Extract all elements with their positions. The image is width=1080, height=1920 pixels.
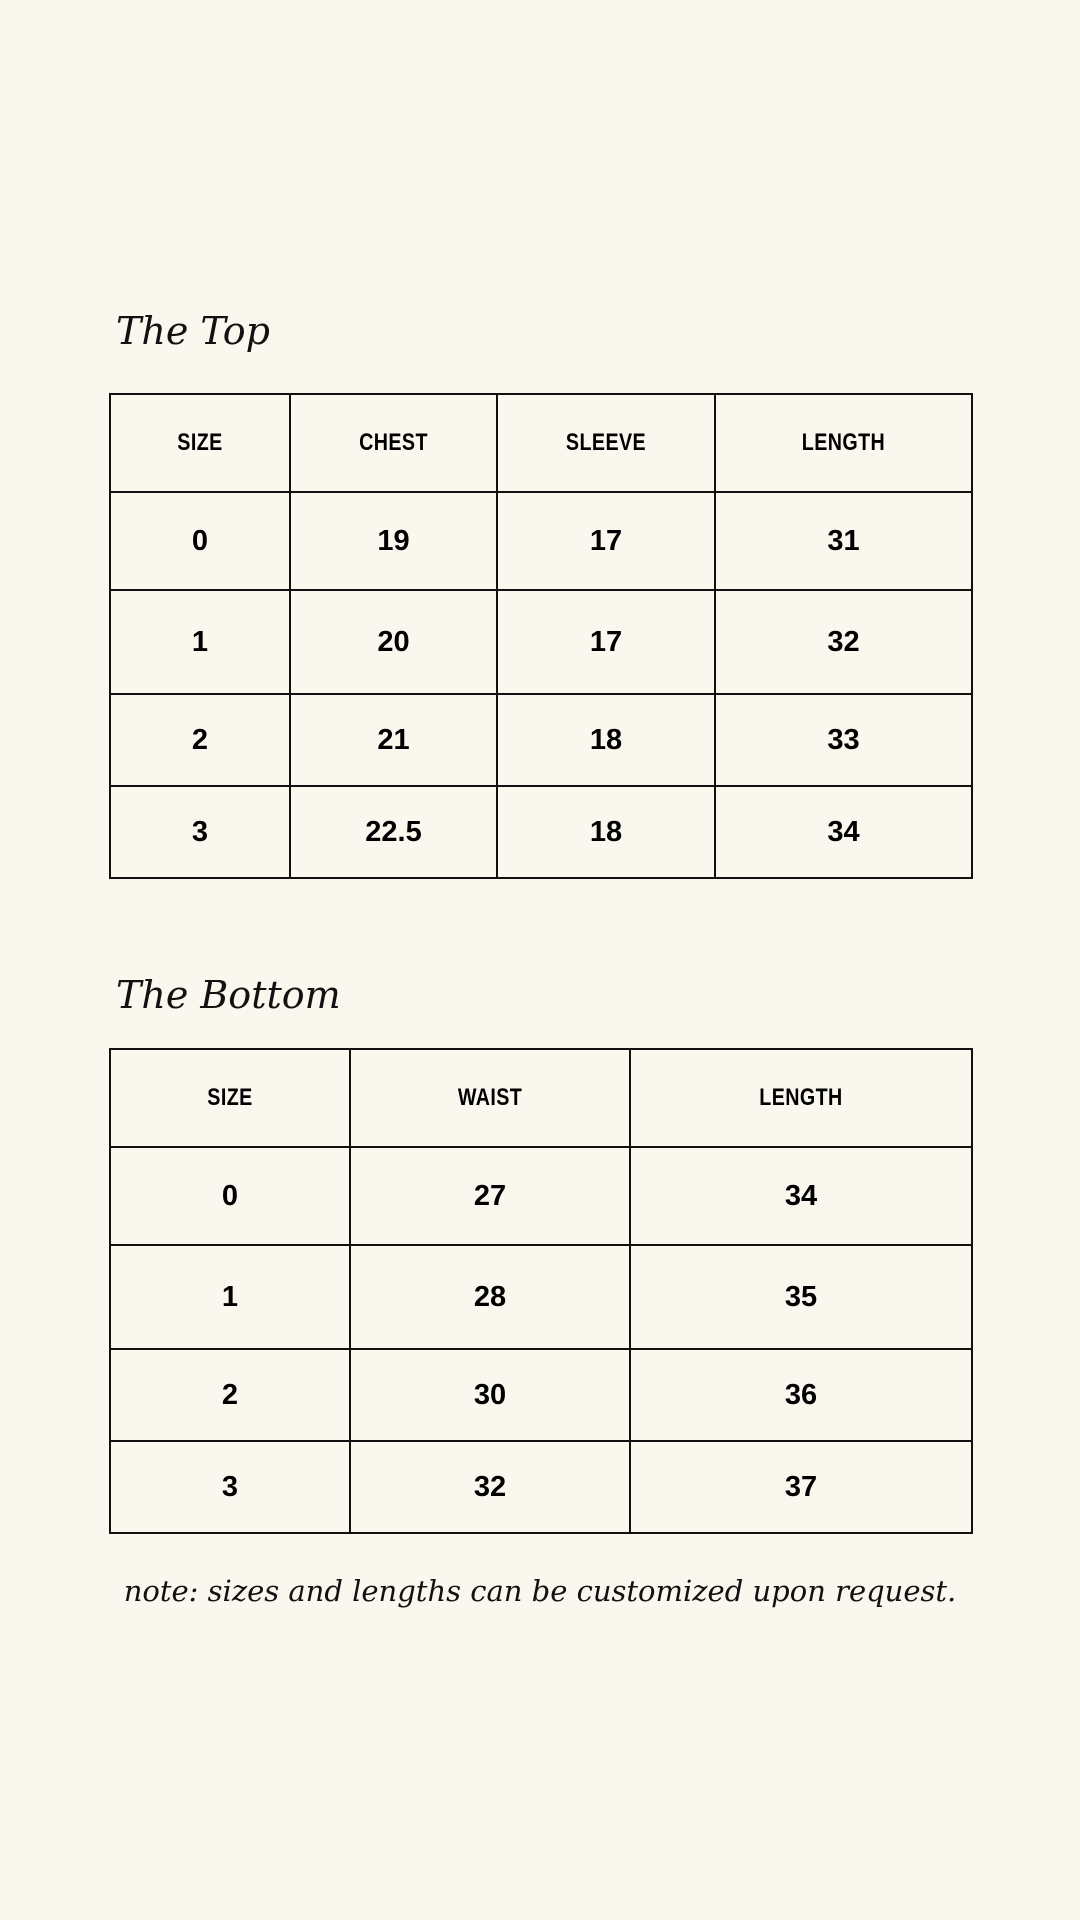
cell-sleeve: 17 bbox=[497, 492, 715, 590]
customization-note: note: sizes and lengths can be customized upon request. bbox=[123, 1574, 957, 1608]
column-header-sleeve: SLEEVE bbox=[517, 394, 696, 492]
bottom-size-table bbox=[109, 1048, 973, 1534]
column-header-waist: WAIST bbox=[375, 1049, 605, 1147]
cell-size: 3 bbox=[110, 786, 290, 878]
table-row bbox=[110, 786, 972, 878]
cell-length: 32 bbox=[715, 590, 972, 694]
table-row bbox=[110, 694, 972, 786]
cell-size: 2 bbox=[110, 1349, 350, 1441]
table-row bbox=[110, 1349, 972, 1441]
cell-sleeve: 18 bbox=[497, 694, 715, 786]
cell-chest: 22.5 bbox=[290, 786, 497, 878]
cell-length: 37 bbox=[630, 1441, 972, 1533]
cell-size: 2 bbox=[110, 694, 290, 786]
cell-chest: 21 bbox=[290, 694, 497, 786]
column-header-chest: CHEST bbox=[309, 394, 479, 492]
table-row bbox=[110, 590, 972, 694]
cell-chest: 20 bbox=[290, 590, 497, 694]
cell-waist: 28 bbox=[350, 1245, 630, 1349]
table-row bbox=[110, 492, 972, 590]
table-header-row bbox=[110, 394, 972, 492]
cell-length: 33 bbox=[715, 694, 972, 786]
table-row bbox=[110, 1245, 972, 1349]
cell-size: 0 bbox=[110, 1147, 350, 1245]
top-section-title: The Top bbox=[116, 309, 270, 353]
cell-chest: 19 bbox=[290, 492, 497, 590]
cell-length: 31 bbox=[715, 492, 972, 590]
cell-waist: 32 bbox=[350, 1441, 630, 1533]
cell-size: 1 bbox=[110, 590, 290, 694]
cell-size: 1 bbox=[110, 1245, 350, 1349]
cell-sleeve: 18 bbox=[497, 786, 715, 878]
top-size-table bbox=[109, 393, 973, 879]
column-header-size: SIZE bbox=[126, 394, 274, 492]
cell-waist: 27 bbox=[350, 1147, 630, 1245]
column-header-size: SIZE bbox=[132, 1049, 329, 1147]
table-row bbox=[110, 1147, 972, 1245]
cell-sleeve: 17 bbox=[497, 590, 715, 694]
table-header-row bbox=[110, 1049, 972, 1147]
column-header-length: LENGTH bbox=[738, 394, 949, 492]
cell-length: 35 bbox=[630, 1245, 972, 1349]
bottom-section-title: The Bottom bbox=[116, 973, 341, 1017]
cell-length: 34 bbox=[630, 1147, 972, 1245]
cell-size: 0 bbox=[110, 492, 290, 590]
cell-length: 36 bbox=[630, 1349, 972, 1441]
table-row bbox=[110, 1441, 972, 1533]
column-header-length: LENGTH bbox=[661, 1049, 941, 1147]
cell-waist: 30 bbox=[350, 1349, 630, 1441]
cell-length: 34 bbox=[715, 786, 972, 878]
cell-size: 3 bbox=[110, 1441, 350, 1533]
